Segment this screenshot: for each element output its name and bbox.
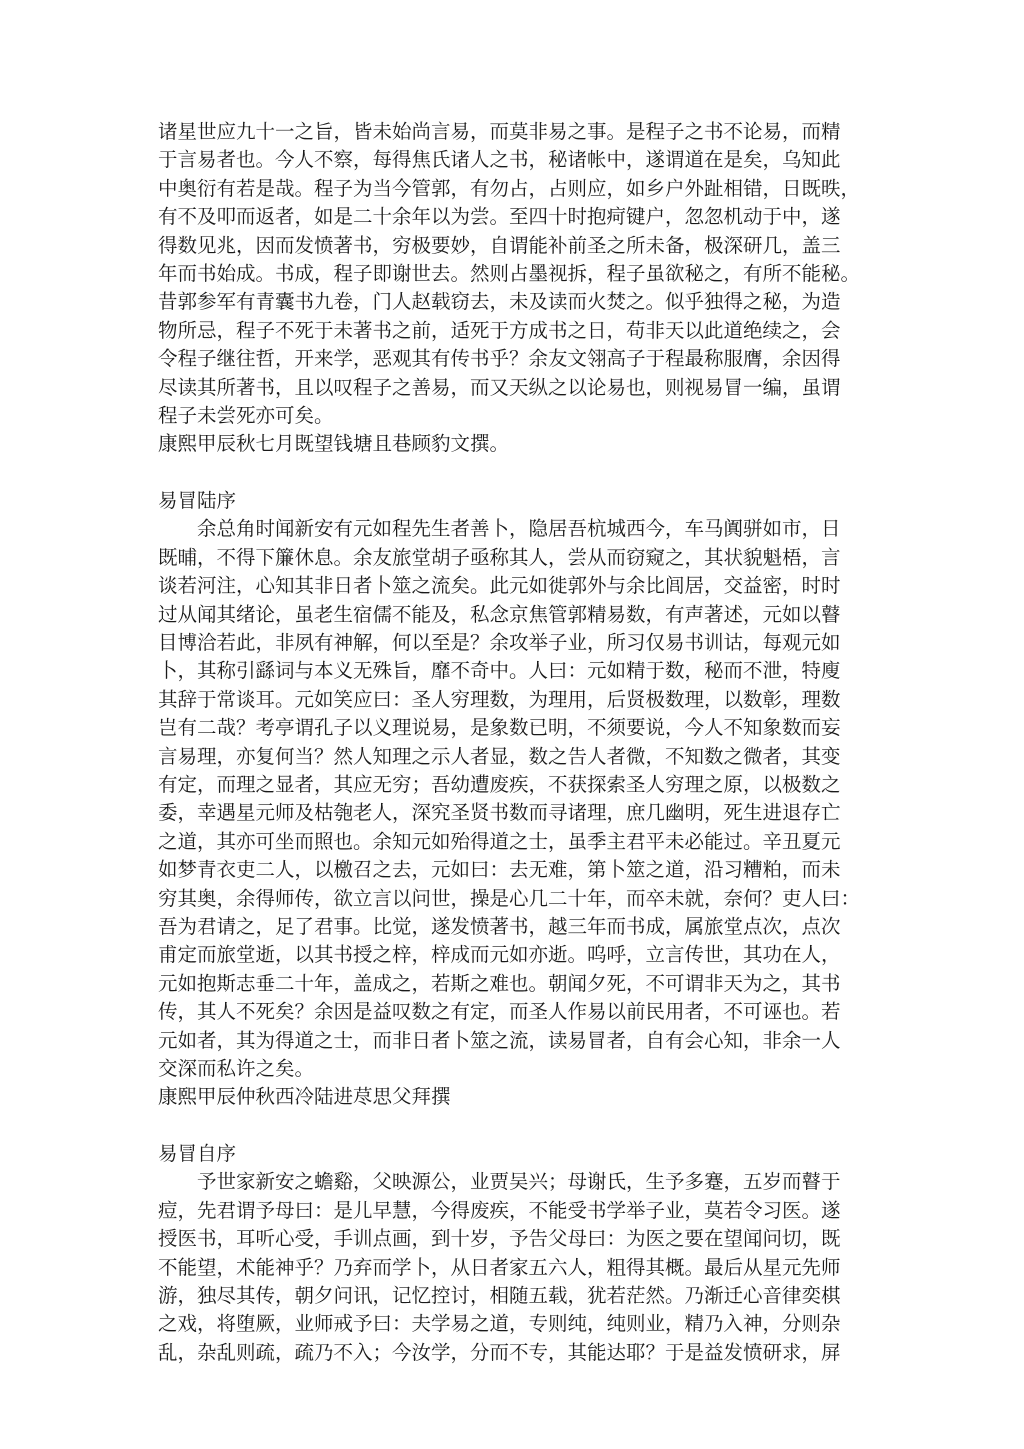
text-line: 于言易者也。今人不察，每得焦氏诸人之书，秘诸帐中，遂谓道在是矣，乌知此: [158, 148, 841, 172]
text-line: 尽读其所著书，且以叹程子之善易，而又天纵之以论易也，则视易冒一编，虽谓: [158, 375, 841, 399]
section-spacer: [158, 459, 870, 487]
preface-self-title: 易冒自序: [158, 1142, 237, 1166]
section-spacer: [158, 1112, 870, 1140]
text-line: 余总角时闻新安有元如程先生者善卜，隐居吾杭城西今，车马阗骈如市，日: [158, 517, 841, 541]
text-line: 元如者，其为得道之士，而非日者卜筮之流，读易冒者，自有会心知，非余一人: [158, 1028, 841, 1052]
text-line: 之道，其亦可坐而照也。余知元如殆得道之士，虽季主君平未必能过。辛丑夏元: [158, 829, 841, 853]
text-line: 其辞于常谈耳。元如笑应曰：圣人穷理数，为理用，后贤极数理，以数彰，理数: [158, 687, 841, 711]
text-line: 元如抱斯志垂二十年，盖成之，若斯之难也。朝闻夕死，不可谓非天为之，其书: [158, 971, 841, 995]
text-line: 过从闻其绪论，虽老生宿儒不能及，私念京焦管郭精易数，有声著述，元如以瞽: [158, 602, 841, 626]
text-line: 交深而私许之矣。: [158, 1056, 315, 1080]
text-line: 物所忌，程子不死于未著书之前，适死于方成书之日，苟非天以此道绝续之，会: [158, 318, 841, 342]
preface-lu: [158, 487, 870, 1112]
text-line: 中奥衍有若是哉。程子为当今管郭，有勿占，占则应，如乡户外趾相错，日既昳，: [158, 176, 861, 200]
text-line: 之戏，将堕厥，业师戒予曰：夫学易之道，专则纯，纯则业，精乃入神，分则杂: [158, 1312, 841, 1336]
text-line: 谈若河注，心知其非日者卜筮之流矣。此元如徙郭外与余比闾居，交益密，时时: [158, 574, 841, 598]
text-line: 既晡，不得下簾休息。余友旅堂胡子亟称其人，尝从而窃窥之，其状貌魁梧，言: [158, 545, 841, 569]
text-line: 予世家新安之蟾谿，父映源公，业贾吴兴；母谢氏，生予多蹇，五岁而瞽于: [158, 1170, 841, 1194]
text-line: 言易理，亦复何当？然人知理之示人者显，数之告人者微，不知数之微者，其变: [158, 744, 841, 768]
text-line: 有定，而理之显者，其应无穷；吾幼遭废疾，不获探索圣人穷理之原，以极数之: [158, 772, 841, 796]
preface-gu-body: [158, 118, 870, 459]
text-line: 传，其人不死矣？余因是益叹数之有定，而圣人作易以前民用者，不可诬也。若: [158, 1000, 841, 1024]
text-line: 年而书始成。书成，程子即谢世去。然则占墨视拆，程子虽欲秘之，有所不能秘。: [158, 261, 861, 285]
text-line: 有不及叩而返者，如是二十余年以为尝。至四十时抱疴键户，忽忽机动于中，遂: [158, 205, 841, 229]
text-line: 不能望，术能神乎？乃弃而学卜，从日者家五六人，粗得其概。最后从星元先师: [158, 1255, 841, 1279]
document-page: [158, 118, 870, 1367]
text-line: 岂有二哉？考亭谓孔子以义理说易，是象数已明，不须要说，今人不知象数而妄: [158, 716, 841, 740]
text-line: 得数见兆，因而发愤著书，穷极要妙，自谓能补前圣之所未备，极深研几，盖三: [158, 233, 841, 257]
text-line: 吾为君请之，足了君事。比觉，遂发愤著书，越三年而书成，属旅堂点次，点次: [158, 914, 841, 938]
text-line: 程子未尝死亦可矣。: [158, 403, 334, 427]
text-line: 目博洽若此，非夙有神解，何以至是？余攻举子业，所习仅易书训诂，每观元如: [158, 631, 841, 655]
preface-lu-title: 易冒陆序: [158, 489, 237, 513]
preface-self: [158, 1140, 870, 1367]
text-line: 穷其奥，余得师传，欲立言以问世，操是心几二十年，而卒未就，奈何？吏人曰：: [158, 886, 861, 910]
text-line: 痘，先君谓予母曰：是儿早慧，今得废疾，不能受书学举子业，莫若令习医。遂: [158, 1198, 841, 1222]
text-line: 卜，其称引繇词与本义无殊旨，靡不奇中。人曰：元如精于数，秘而不泄，特廋: [158, 659, 841, 683]
text-line: 诸星世应九十一之旨，皆未始尚言易，而莫非易之事。是程子之书不论易，而精: [158, 120, 841, 143]
text-line: 授医书，耳听心受，手训点画，到十岁，予告父母曰：为医之要在望闻问切，既: [158, 1227, 841, 1251]
text-line: 令程子继往哲，开来学，恶观其有传书乎？余友文翎高子于程最称服膺，余因得: [158, 347, 841, 371]
preface-gu-signature: 康熙甲辰秋七月既望钱塘且巷顾豹文撰。: [158, 432, 510, 456]
text-line: 昔郭参军有青囊书九卷，门人赵载窃去，未及读而火焚之。似乎独得之秘，为造: [158, 290, 841, 314]
text-line: 游，独尽其传，朝夕问讯，记忆控讨，相随五载，犹若茫然。乃渐迁心音律奕棋: [158, 1284, 841, 1308]
text-line: 如梦青衣吏二人，以檄召之去，元如曰：去无难，第卜筮之道，沿习糟粕，而未: [158, 858, 841, 882]
preface-lu-signature: 康熙甲辰仲秋西冷陆进荩思父拜撰: [158, 1085, 451, 1109]
text-line: 乱，杂乱则疏，疏乃不入；今汝学，分而不专，其能达耶？于是益发愤研求，屏: [158, 1340, 841, 1364]
text-line: 甫定而旅堂逝，以其书授之梓，梓成而元如亦逝。呜呼，立言传世，其功在人，: [158, 943, 841, 967]
text-line: 委，幸遇星元师及枯匏老人，深究圣贤书数而寻诸理，庶几幽明，死生进退存亡: [158, 801, 841, 825]
